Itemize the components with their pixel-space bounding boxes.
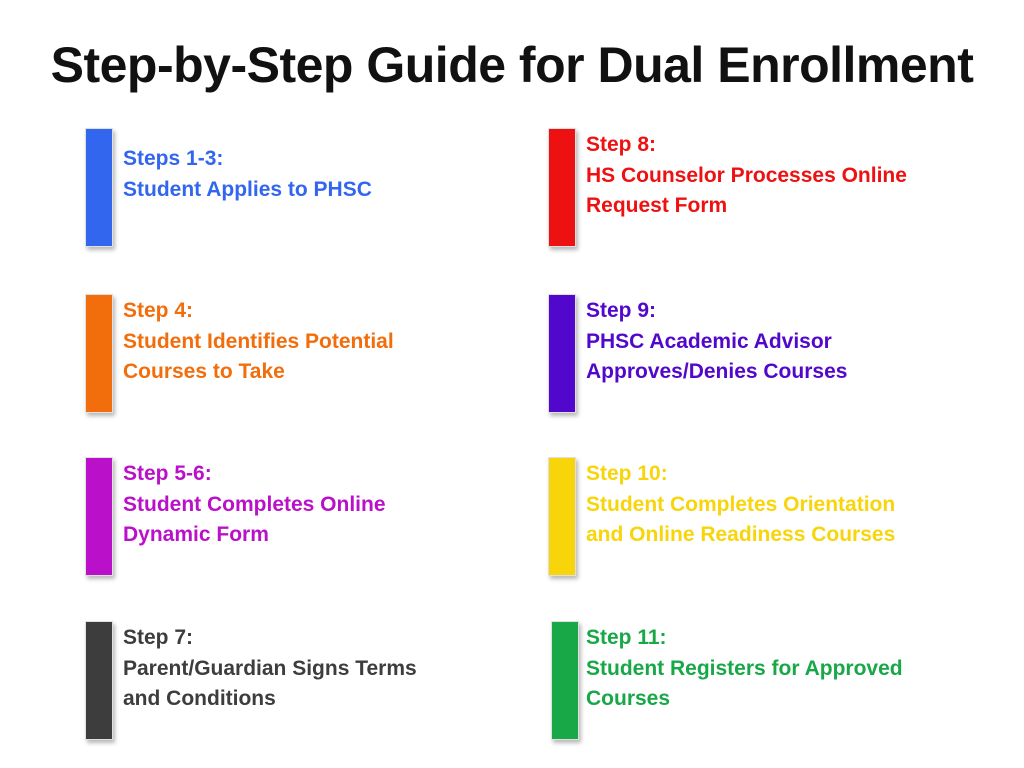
step-7 — [85, 621, 515, 741]
step-heading: Step 9: — [586, 299, 657, 322]
step-10 — [548, 457, 978, 577]
step-heading: Steps 1-3: — [123, 147, 224, 170]
step-5-6 — [85, 457, 515, 577]
color-bar — [85, 294, 113, 413]
step-description-line: Courses to Take — [123, 360, 285, 383]
step-description-line: Parent/Guardian Signs Terms — [123, 656, 417, 680]
step-heading: Step 5-6: — [123, 462, 212, 485]
step-description-line: Student Completes Orientation — [586, 492, 896, 516]
page-title: Step-by-Step Guide for Dual Enrollment — [50, 37, 974, 93]
step-description-line: Courses — [586, 687, 671, 710]
step-description-line: Student Applies to PHSC — [123, 177, 372, 201]
step-9 — [548, 294, 978, 414]
step-description-line: Student Completes Online — [123, 492, 386, 516]
step-description-line: and Conditions — [123, 687, 276, 710]
step-text — [123, 623, 503, 715]
step-description-line: Student Registers for Approved — [586, 656, 903, 680]
color-bar — [548, 128, 576, 247]
color-bar — [548, 294, 576, 413]
step-heading: Step 8: — [586, 133, 657, 156]
step-11 — [551, 621, 981, 741]
step-description-line: Approves/Denies Courses — [586, 360, 848, 383]
step-description-line: Student Identifies Potential — [123, 329, 394, 353]
step-description-line: Dynamic Form — [123, 523, 269, 546]
step-description-line: HS Counselor Processes Online — [586, 163, 907, 187]
color-bar — [85, 128, 113, 247]
color-bar — [551, 621, 579, 740]
color-bar — [85, 621, 113, 740]
step-heading: Step 4: — [123, 299, 194, 322]
step-text — [586, 296, 966, 388]
step-heading: Step 7: — [123, 626, 194, 649]
step-text — [586, 459, 966, 551]
step-description-line: Request Form — [586, 194, 728, 217]
step-4 — [85, 294, 515, 414]
step-8 — [548, 128, 978, 248]
step-description-line: PHSC Academic Advisor — [586, 329, 832, 353]
step-text — [123, 144, 503, 205]
color-bar — [548, 457, 576, 576]
step-heading: Step 11: — [586, 626, 667, 649]
step-text — [586, 130, 966, 222]
step-description-line: and Online Readiness Courses — [586, 523, 896, 546]
step-text — [586, 623, 966, 715]
step-text — [123, 459, 503, 551]
step-text — [123, 296, 503, 388]
step-1-3 — [85, 128, 515, 248]
step-heading: Step 10: — [586, 462, 668, 485]
color-bar — [85, 457, 113, 576]
